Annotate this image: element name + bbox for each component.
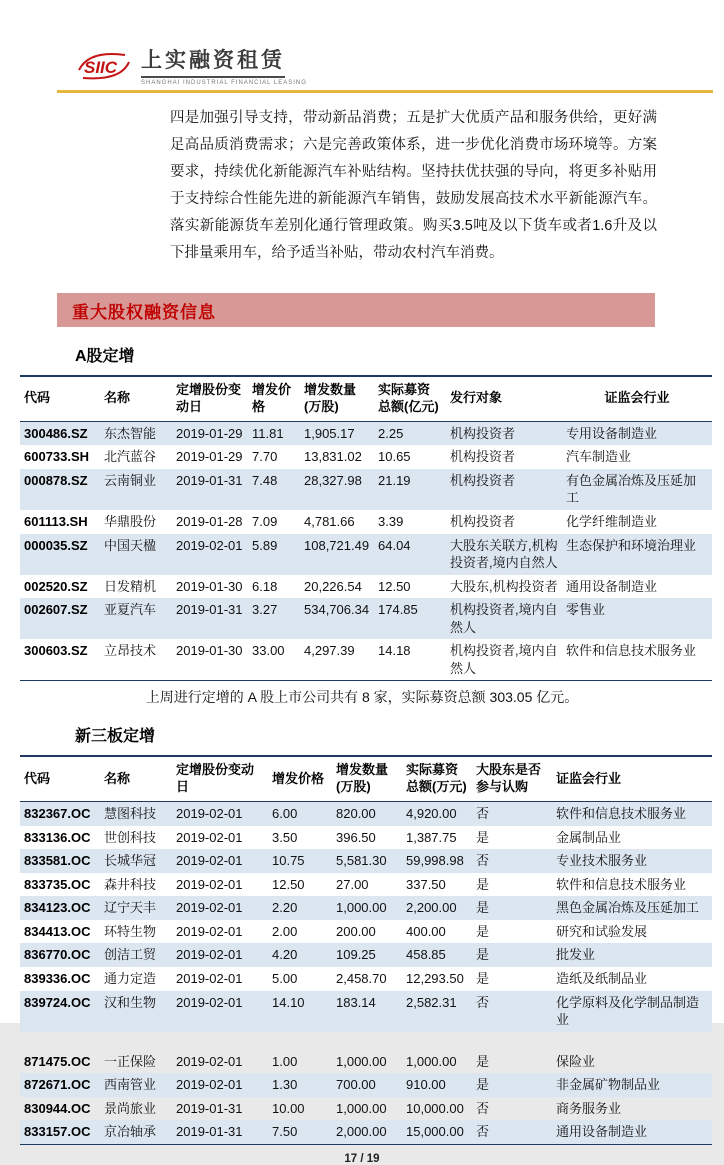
cell: 世创科技 bbox=[104, 829, 157, 845]
cell: 否 bbox=[476, 1124, 490, 1140]
cell: 4,297.39 bbox=[304, 643, 355, 659]
cell: 日发精机 bbox=[104, 578, 157, 594]
intro-paragraph: 四是加强引导支持，带动新品消费；五是扩大优质产品和服务供给，更好满足高品质消费需求；六是完善政策体系，进一步优化消费市场环境等。方案要求，持续优化新能源汽车补贴结构。坚持扶优扶强的导向，将更多补贴用于支持综合性能先进的新能源汽车销售，鼓励发展高技术水平新能源汽车。落实新能源货车差别化通行管理政策。购买3.5吨及以下货车或者1.6升及以下排量乘用车，给予适当补贴，带动农村汽车消费。 bbox=[170, 110, 657, 261]
cell: 北汽蓝谷 bbox=[104, 449, 157, 465]
cell: 820.00 bbox=[336, 806, 376, 822]
cell: 是 bbox=[476, 900, 490, 916]
cell: 是 bbox=[476, 829, 490, 845]
cell: 2019-02-01 bbox=[176, 1053, 243, 1069]
cell: 非金属矿物制品业 bbox=[556, 1077, 661, 1093]
cell: 辽宁天丰 bbox=[104, 900, 157, 916]
cell: 2019-01-31 bbox=[176, 1100, 243, 1116]
cell: 10.75 bbox=[272, 853, 305, 869]
cell: 64.04 bbox=[378, 537, 411, 553]
cell: 1,000.00 bbox=[336, 900, 387, 916]
table-row bbox=[20, 421, 712, 445]
cell: 1.00 bbox=[272, 1053, 298, 1069]
cell: 5,581.30 bbox=[336, 853, 387, 869]
cell: 12,293.50 bbox=[406, 970, 464, 986]
logo-text-block bbox=[141, 44, 307, 86]
cell: 软件和信息技术服务业 bbox=[556, 806, 687, 822]
cell: 软件和信息技术服务业 bbox=[556, 876, 687, 892]
cell: 12.50 bbox=[378, 578, 411, 594]
cell: 亚夏汽车 bbox=[104, 602, 157, 618]
cell: 1,387.75 bbox=[406, 829, 457, 845]
cell: 专业技术服务业 bbox=[556, 853, 648, 869]
cell: 2.20 bbox=[272, 900, 298, 916]
section-banner bbox=[57, 293, 655, 327]
cell: 云南铜业 bbox=[104, 472, 157, 488]
cell: 通力定造 bbox=[104, 970, 157, 986]
cell: 700.00 bbox=[336, 1077, 376, 1093]
cell: 174.85 bbox=[378, 602, 418, 618]
column-header: 发行对象 bbox=[450, 390, 503, 406]
cell: 一正保险 bbox=[104, 1053, 157, 1069]
cell: 2019-02-01 bbox=[176, 994, 243, 1010]
cell: 是 bbox=[476, 923, 490, 939]
cell: 黑色金属冶炼及压延加工 bbox=[556, 900, 700, 916]
cell: 109.25 bbox=[336, 947, 376, 963]
cell: 6.18 bbox=[252, 578, 278, 594]
cell: 2019-02-01 bbox=[176, 1077, 243, 1093]
cell: 1.30 bbox=[272, 1077, 298, 1093]
cell: 西南管业 bbox=[104, 1077, 157, 1093]
cell: 2,000.00 bbox=[336, 1124, 387, 1140]
cell: 2,582.31 bbox=[406, 994, 457, 1010]
column-header: 代码 bbox=[24, 390, 51, 406]
cell: 环特生物 bbox=[104, 923, 157, 939]
cell: 机构投资者,境内自然人 bbox=[450, 643, 558, 676]
page-number: 17 / 19 bbox=[344, 1152, 380, 1165]
cell: 14.10 bbox=[272, 994, 305, 1010]
stock-code-cell: 833136.OC bbox=[24, 829, 91, 845]
cell: 400.00 bbox=[406, 923, 446, 939]
table-row bbox=[20, 510, 712, 534]
cell: 化学纤维制造业 bbox=[566, 513, 658, 529]
cell: 2019-02-01 bbox=[176, 947, 243, 963]
table-row bbox=[20, 1120, 712, 1144]
cell: 是 bbox=[476, 1053, 490, 1069]
column-header: 名称 bbox=[104, 770, 131, 786]
a-share-table-header bbox=[20, 376, 712, 421]
cell: 21.19 bbox=[378, 472, 411, 488]
cell: 337.50 bbox=[406, 876, 446, 892]
stock-code-cell: 834413.OC bbox=[24, 923, 91, 939]
cell: 2019-02-01 bbox=[176, 970, 243, 986]
cell: 2019-02-01 bbox=[176, 537, 243, 553]
cell: 2019-02-01 bbox=[176, 876, 243, 892]
stock-code-cell: 000035.SZ bbox=[24, 537, 88, 553]
stock-code-cell: 300486.SZ bbox=[24, 425, 88, 441]
cell: 108,721.49 bbox=[304, 537, 370, 553]
stock-code-cell: 832367.OC bbox=[24, 806, 91, 822]
cell: 27.00 bbox=[336, 876, 369, 892]
section-title: 重大股权融资信息 bbox=[72, 302, 216, 322]
cell: 汉和生物 bbox=[104, 994, 157, 1010]
cell: 是 bbox=[476, 876, 490, 892]
cell: 京冶轴承 bbox=[104, 1124, 157, 1140]
cell: 2.25 bbox=[378, 425, 404, 441]
cell: 4,781.66 bbox=[304, 513, 355, 529]
table-row bbox=[20, 575, 712, 599]
cell: 910.00 bbox=[406, 1077, 446, 1093]
cell: 否 bbox=[476, 1100, 490, 1116]
stock-code-cell: 833581.OC bbox=[24, 853, 91, 869]
cell: 化学原料及化学制品制造业 bbox=[556, 994, 700, 1028]
column-header: 名称 bbox=[104, 390, 131, 406]
neeq-table-header bbox=[20, 756, 712, 801]
table-row bbox=[20, 1073, 712, 1097]
cell: 机构投资者,境内自然人 bbox=[450, 602, 558, 635]
cell: 1,000.00 bbox=[406, 1053, 457, 1069]
cell: 2019-02-01 bbox=[176, 900, 243, 916]
table-row bbox=[20, 802, 712, 826]
cell: 5.89 bbox=[252, 537, 278, 553]
cell: 7.70 bbox=[252, 449, 278, 465]
cell: 33.00 bbox=[252, 643, 285, 659]
cell: 200.00 bbox=[336, 923, 376, 939]
cell: 20,226.54 bbox=[304, 578, 362, 594]
column-header: 增发价格 bbox=[252, 382, 292, 414]
column-header: 增发数量(万股) bbox=[304, 382, 357, 414]
cell: 6.00 bbox=[272, 806, 298, 822]
cell: 否 bbox=[476, 994, 490, 1010]
stock-code-cell: 000878.SZ bbox=[24, 472, 88, 488]
cell: 大股东关联方,机构投资者,境内自然人 bbox=[450, 537, 558, 571]
stock-code-cell: 300603.SZ bbox=[24, 643, 88, 659]
cell: 3.50 bbox=[272, 829, 298, 845]
cell: 专用设备制造业 bbox=[566, 425, 658, 441]
cell: 2,200.00 bbox=[406, 900, 457, 916]
table-row bbox=[20, 896, 712, 920]
stock-code-cell: 833735.OC bbox=[24, 876, 91, 892]
column-header: 代码 bbox=[24, 770, 51, 786]
header-divider-line bbox=[57, 90, 713, 93]
cell: 11.81 bbox=[252, 425, 284, 441]
cell: 534,706.34 bbox=[304, 602, 370, 618]
cell: 生态保护和环境治理业 bbox=[566, 537, 697, 553]
column-header: 实际募资总额(亿元) bbox=[378, 382, 439, 414]
table-row bbox=[20, 1050, 712, 1074]
table-row bbox=[20, 920, 712, 944]
cell: 慧图科技 bbox=[104, 806, 157, 822]
cell: 景尚旅业 bbox=[104, 1100, 157, 1116]
logo-english-name: SHANGHAI INDUSTRIAL FINANCIAL LEASING bbox=[141, 80, 307, 86]
stock-code-cell: 836770.OC bbox=[24, 947, 91, 963]
neeq-table bbox=[20, 755, 712, 1144]
cell: 396.50 bbox=[336, 829, 376, 845]
stock-code-cell: 833157.OC bbox=[24, 1124, 91, 1140]
cell: 2019-01-31 bbox=[176, 602, 243, 618]
stock-code-cell: 839724.OC bbox=[24, 994, 91, 1010]
cell: 机构投资者 bbox=[450, 513, 516, 529]
cell: 是 bbox=[476, 970, 490, 986]
cell: 7.48 bbox=[252, 472, 278, 488]
cell: 1,000.00 bbox=[336, 1100, 387, 1116]
table-row bbox=[20, 469, 712, 510]
cell: 东杰智能 bbox=[104, 425, 157, 441]
cell: 2019-01-30 bbox=[176, 643, 243, 659]
cell: 软件和信息技术服务业 bbox=[566, 643, 697, 659]
logo-chinese-name: 上实融资租赁 bbox=[141, 44, 285, 78]
company-logo bbox=[75, 44, 724, 88]
cell: 2019-01-29 bbox=[176, 425, 243, 441]
cell: 是 bbox=[476, 947, 490, 963]
cell: 14.18 bbox=[378, 643, 411, 659]
stock-code-cell: 002520.SZ bbox=[24, 578, 88, 594]
cell: 否 bbox=[476, 853, 490, 869]
cell: 5.00 bbox=[272, 970, 298, 986]
stock-code-cell: 601113.SH bbox=[24, 513, 88, 529]
cell: 2019-01-30 bbox=[176, 578, 243, 594]
cell: 7.50 bbox=[272, 1124, 298, 1140]
cell: 2019-02-01 bbox=[176, 829, 243, 845]
cell: 10,000.00 bbox=[406, 1100, 464, 1116]
neeq-heading: 新三板定增 bbox=[75, 728, 156, 746]
cell: 机构投资者 bbox=[450, 472, 516, 488]
cell: 1,000.00 bbox=[336, 1053, 387, 1069]
cell: 创洁工贸 bbox=[104, 947, 157, 963]
cell: 研究和试验发展 bbox=[556, 923, 648, 939]
cell: 4,920.00 bbox=[406, 806, 457, 822]
cell: 2.00 bbox=[272, 923, 298, 939]
stock-code-cell: 600733.SH bbox=[24, 449, 90, 465]
column-header: 定增股份变动日 bbox=[176, 382, 242, 414]
cell: 长城华冠 bbox=[104, 853, 157, 869]
stock-code-cell: 002607.SZ bbox=[24, 602, 88, 618]
svg-text:SIIC: SIIC bbox=[84, 58, 118, 77]
cell: 10.65 bbox=[378, 449, 411, 465]
cell: 183.14 bbox=[336, 994, 376, 1010]
cell: 2019-01-28 bbox=[176, 513, 243, 529]
cell: 12.50 bbox=[272, 876, 305, 892]
cell: 2019-02-01 bbox=[176, 923, 243, 939]
cell: 有色金属冶炼及压延加工 bbox=[566, 472, 697, 506]
cell: 森井科技 bbox=[104, 876, 157, 892]
column-header: 证监会行业 bbox=[556, 770, 622, 786]
cell: 4.20 bbox=[272, 947, 298, 963]
column-header: 实际募资总额(万元) bbox=[406, 762, 467, 795]
cell: 28,327.98 bbox=[304, 472, 362, 488]
cell: 7.09 bbox=[252, 513, 278, 529]
cell: 保险业 bbox=[556, 1053, 596, 1069]
cell: 3.39 bbox=[378, 513, 404, 529]
cell: 1,905.17 bbox=[304, 425, 355, 441]
table-row bbox=[20, 826, 712, 850]
table-row bbox=[20, 873, 712, 897]
cell: 中国天楹 bbox=[104, 537, 157, 553]
cell: 通用设备制造业 bbox=[566, 578, 658, 594]
table-row bbox=[20, 534, 712, 575]
cell: 汽车制造业 bbox=[566, 449, 632, 465]
column-header: 定增股份变动日 bbox=[176, 762, 255, 795]
cell: 华鼎股份 bbox=[104, 513, 157, 529]
cell: 2019-02-01 bbox=[176, 806, 243, 822]
cell: 13,831.02 bbox=[304, 449, 362, 465]
cell: 通用设备制造业 bbox=[556, 1124, 648, 1140]
cell: 2,458.70 bbox=[336, 970, 387, 986]
cell: 2019-01-31 bbox=[176, 1124, 243, 1140]
cell: 零售业 bbox=[566, 602, 606, 618]
cell: 机构投资者 bbox=[450, 425, 516, 441]
a-share-heading: A股定增 bbox=[75, 348, 135, 365]
a-share-summary: 上周进行定增的 A 股上市公司共有 8 家，实际募资总额 303.05 亿元。 bbox=[145, 689, 579, 706]
table-row bbox=[20, 598, 712, 639]
column-header: 增发数量(万股) bbox=[336, 762, 389, 795]
cell: 立昂技术 bbox=[104, 643, 157, 659]
a-share-table bbox=[20, 375, 712, 681]
spacer-row bbox=[20, 1032, 712, 1050]
column-header: 增发价格 bbox=[272, 770, 325, 786]
stock-code-cell: 830944.OC bbox=[24, 1100, 91, 1116]
table-row bbox=[20, 1097, 712, 1121]
cell: 商务服务业 bbox=[556, 1100, 622, 1116]
cell: 造纸及纸制品业 bbox=[556, 970, 648, 986]
cell: 批发业 bbox=[556, 947, 596, 963]
cell: 3.27 bbox=[252, 602, 278, 618]
cell: 2019-01-31 bbox=[176, 472, 243, 488]
cell: 是 bbox=[476, 1077, 490, 1093]
stock-code-cell: 834123.OC bbox=[24, 900, 91, 916]
column-header: 大股东是否参与认购 bbox=[476, 762, 542, 795]
table-row bbox=[20, 849, 712, 873]
table-row bbox=[20, 445, 712, 469]
stock-code-cell: 871475.OC bbox=[24, 1053, 91, 1069]
table-row bbox=[20, 967, 712, 991]
table-row bbox=[20, 991, 712, 1032]
table-row bbox=[20, 639, 712, 681]
cell: 2019-01-29 bbox=[176, 449, 243, 465]
cell: 大股东,机构投资者 bbox=[450, 578, 558, 594]
cell: 458.85 bbox=[406, 947, 446, 963]
cell: 否 bbox=[476, 806, 490, 822]
cell: 2019-02-01 bbox=[176, 853, 243, 869]
cell: 59,998.98 bbox=[406, 853, 464, 869]
siic-logo-icon bbox=[75, 48, 133, 91]
cell: 10.00 bbox=[272, 1100, 305, 1116]
cell: 金属制品业 bbox=[556, 829, 622, 845]
table-row bbox=[20, 943, 712, 967]
column-header: 证监会行业 bbox=[604, 390, 670, 406]
stock-code-cell: 872671.OC bbox=[24, 1077, 91, 1093]
stock-code-cell: 839336.OC bbox=[24, 970, 91, 986]
cell: 机构投资者 bbox=[450, 449, 516, 465]
cell: 15,000.00 bbox=[406, 1124, 464, 1140]
